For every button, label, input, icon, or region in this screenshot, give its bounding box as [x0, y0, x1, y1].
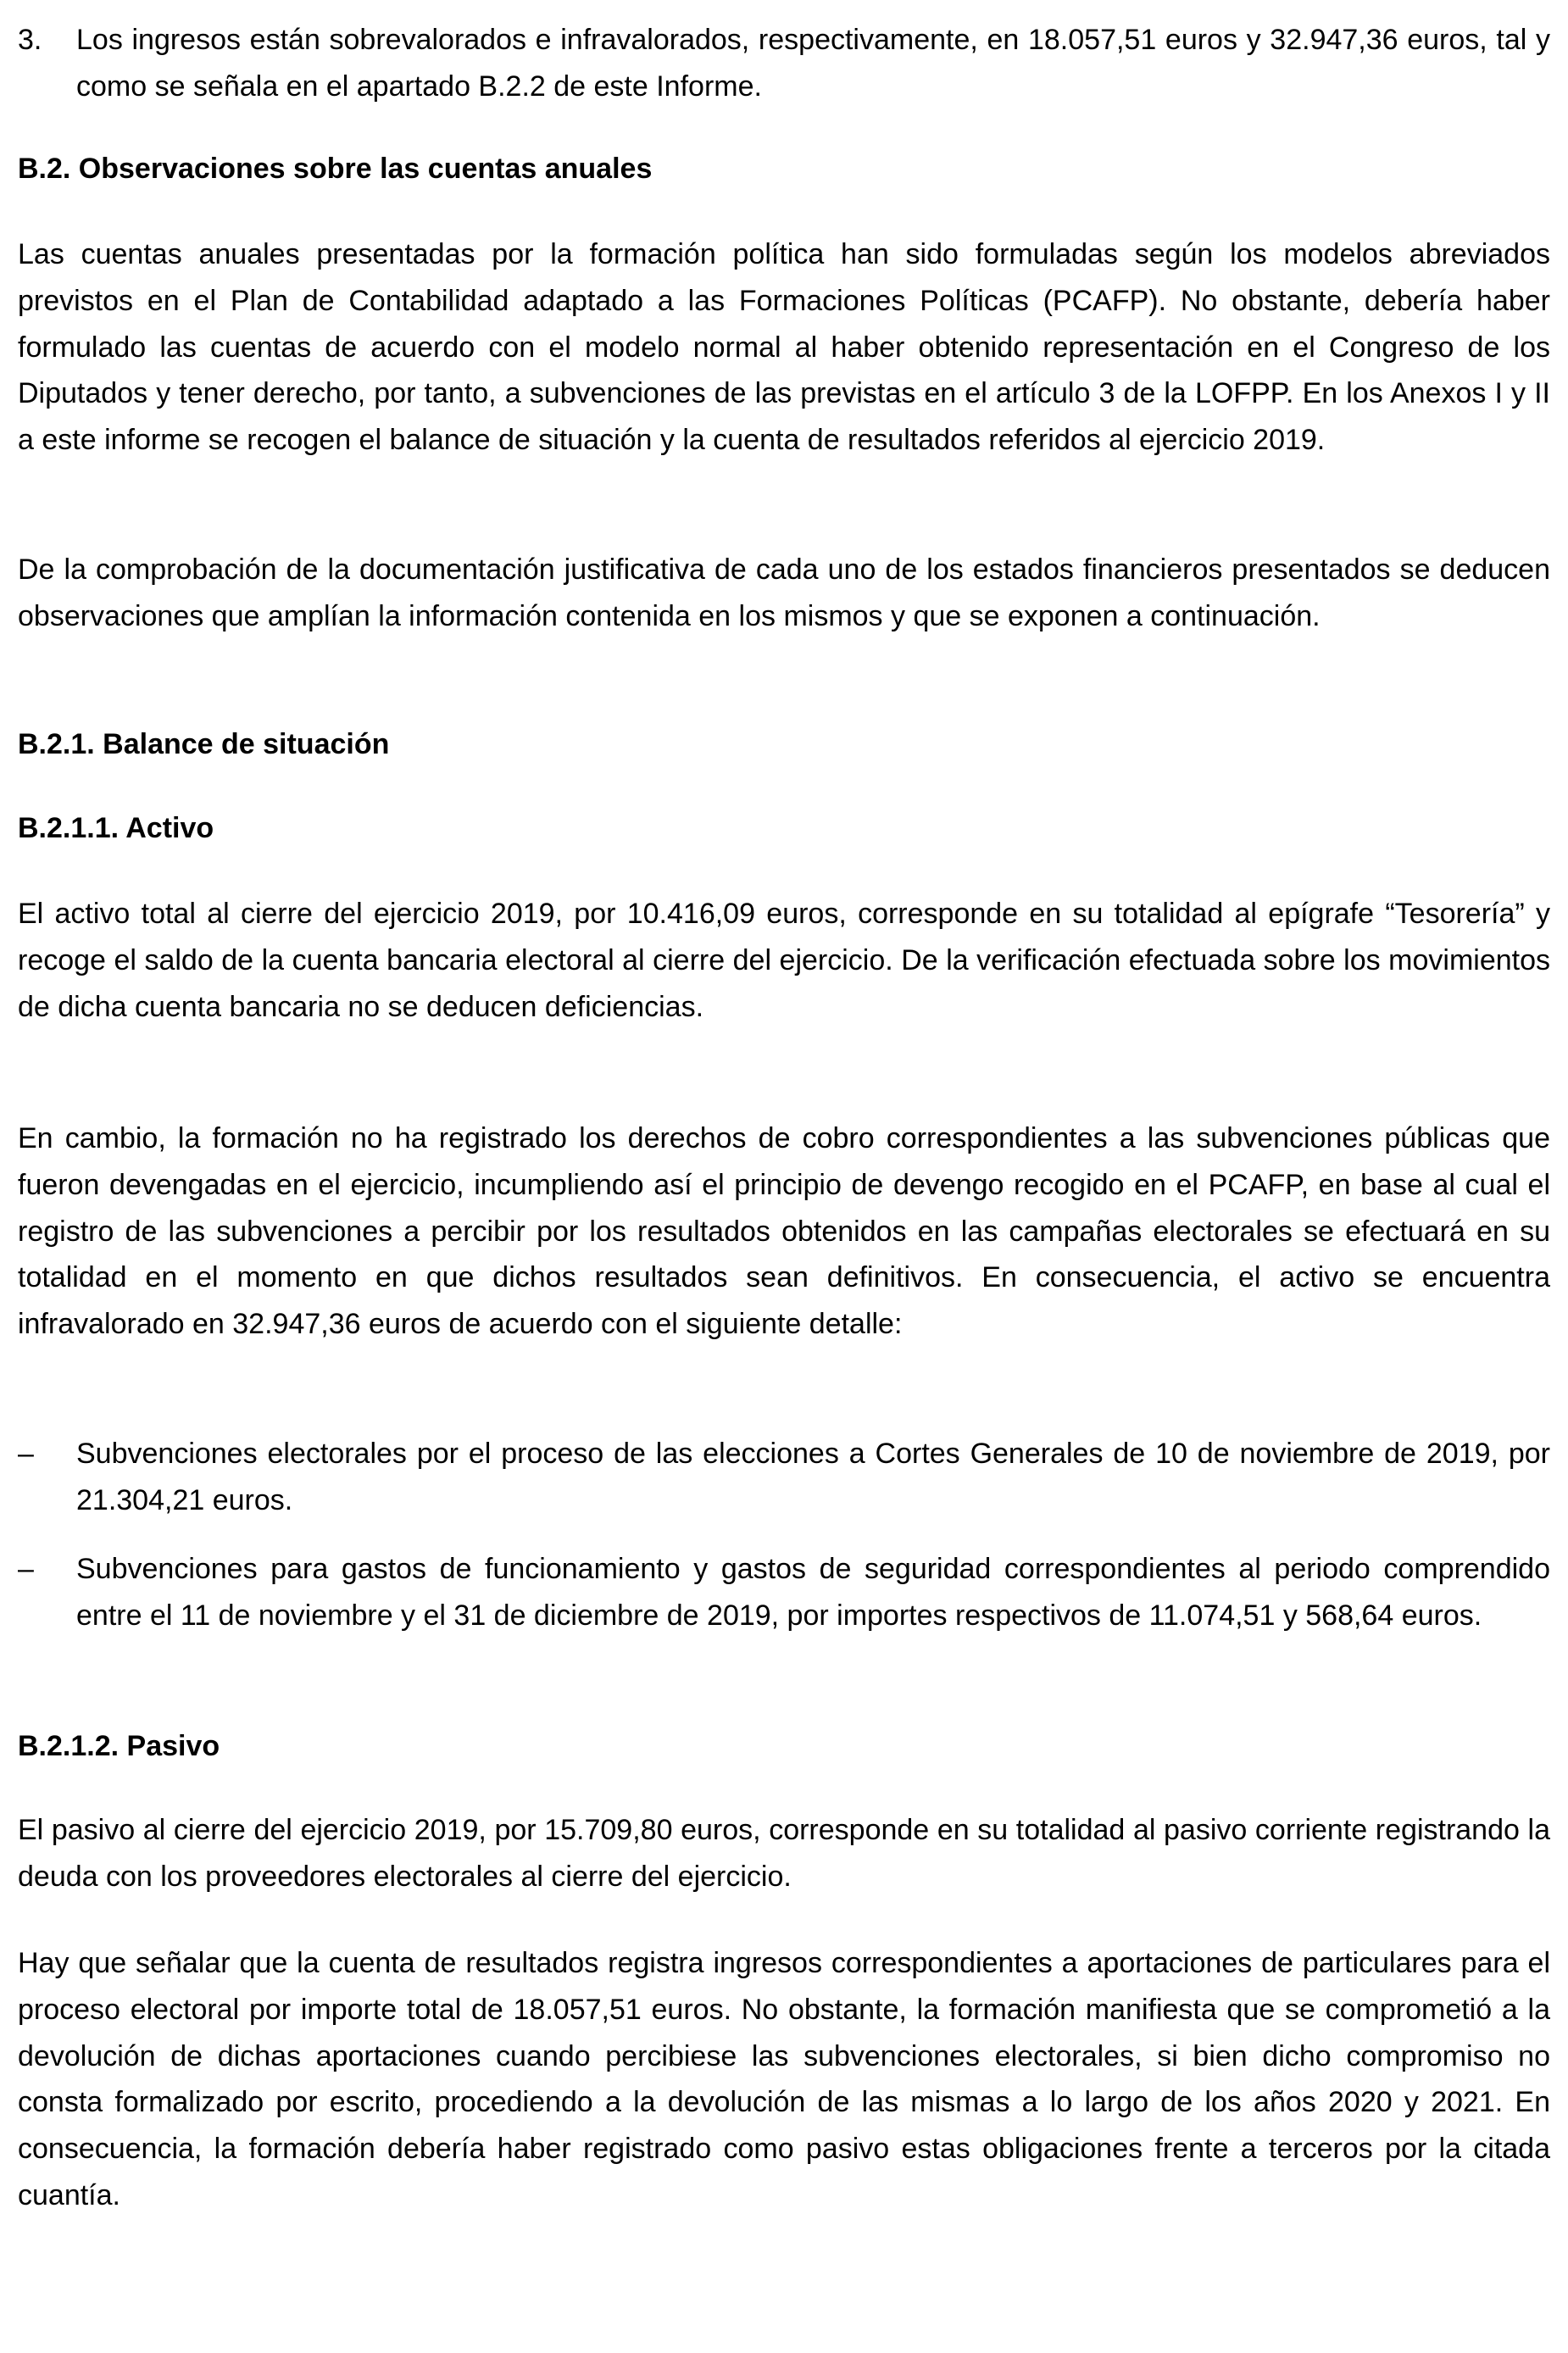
section-heading-b211: B.2.1.1. Activo [18, 812, 214, 844]
paragraph: De la comprobación de la documentación justificativa de cada uno de los estados financieros presentados se deducen observaciones que amplían la información contenida en los mismos y que se exponen a continuación. [18, 553, 1550, 632]
dash-marker: – [18, 1438, 34, 1470]
section-heading-b2: B.2. Observaciones sobre las cuentas anuales [18, 153, 653, 185]
bullet-item [18, 1546, 1550, 1639]
paragraph: Las cuentas anuales presentadas por la formación política han sido formuladas según los modelos abreviados previstos en el Plan de Contabilidad adaptado a las Formaciones Políticas (PCAFP). No obstante, debería haber formulado las cuentas de acuerdo con el modelo normal al haber obtenido representación en el Congreso de los Diputados y tener derecho, por tanto, a subvenciones de las previstas en el artículo 3 de la LOFPP. En los Anexos I y II a este informe se recogen el balance de situación y la cuenta de resultados referidos al ejercicio 2019. [18, 238, 1550, 457]
paragraph: El activo total al cierre del ejercicio 2019, por 10.416,09 euros, corresponde en su totalidad al epígrafe “Tesorería” y recoge el saldo de la cuenta bancaria electoral al cierre del ejercicio. De la verificación efectuada sobre los movimientos de dicha cuenta bancaria no se deducen deficiencias. [18, 898, 1550, 1023]
bullet-item [18, 1431, 1550, 1524]
paragraph: Hay que señalar que la cuenta de resultados registra ingresos correspondientes a aportaciones de particulares para el proceso electoral por importe total de 18.057,51 euros. No obstante, la formación manifiesta que se comprometió a la devolución de dichas aportaciones cuando percibiese las subvenciones electorales, si bien dicho compromiso no consta formalizado por escrito, procediendo a la devolución de las mismas a lo largo de los años 2020 y 2021. En consecuencia, la formación debería haber registrado como pasivo estas obligaciones frente a terceros por la citada cuantía. [18, 1947, 1550, 2211]
list-item-text: Los ingresos están sobrevalorados e infravalorados, respectivamente, en 18.057,51 euros y 32.947,36 euros, tal y como se señala en el apartado B.2.2 de este Informe. [76, 24, 1550, 103]
section-heading-b212: B.2.1.2. Pasivo [18, 1730, 220, 1762]
bullet-text: Subvenciones para gastos de funcionamiento y gastos de seguridad correspondientes al periodo comprendido entre el 11 de noviembre y el 31 de diciembre de 2019, por importes respectivos de 11.074,51 y 568,64 euros. [76, 1553, 1550, 1632]
list-marker: 3. [18, 24, 42, 56]
list-item-3 [18, 17, 1550, 110]
paragraph: En cambio, la formación no ha registrado los derechos de cobro correspondientes a las subvenciones públicas que fueron devengadas en el ejercicio, incumpliendo así el principio de devengo recogido en el PCAFP, en base al cual el registro de las subvenciones a percibir por los resultados obtenidos en las campañas electorales se efectuará en su totalidad en el momento en que dichos resultados sean definitivos. En consecuencia, el activo se encuentra infravalorado en 32.947,36 euros de acuerdo con el siguiente detalle: [18, 1122, 1550, 1341]
paragraph: El pasivo al cierre del ejercicio 2019, por 15.709,80 euros, corresponde en su totalidad al pasivo corriente registrando la deuda con los proveedores electorales al cierre del ejercicio. [18, 1814, 1550, 1893]
bullet-text: Subvenciones electorales por el proceso de las elecciones a Cortes Generales de 10 de noviembre de 2019, por 21.304,21 euros. [76, 1438, 1550, 1516]
dash-marker: – [18, 1553, 34, 1585]
section-heading-b21: B.2.1. Balance de situación [18, 728, 390, 760]
